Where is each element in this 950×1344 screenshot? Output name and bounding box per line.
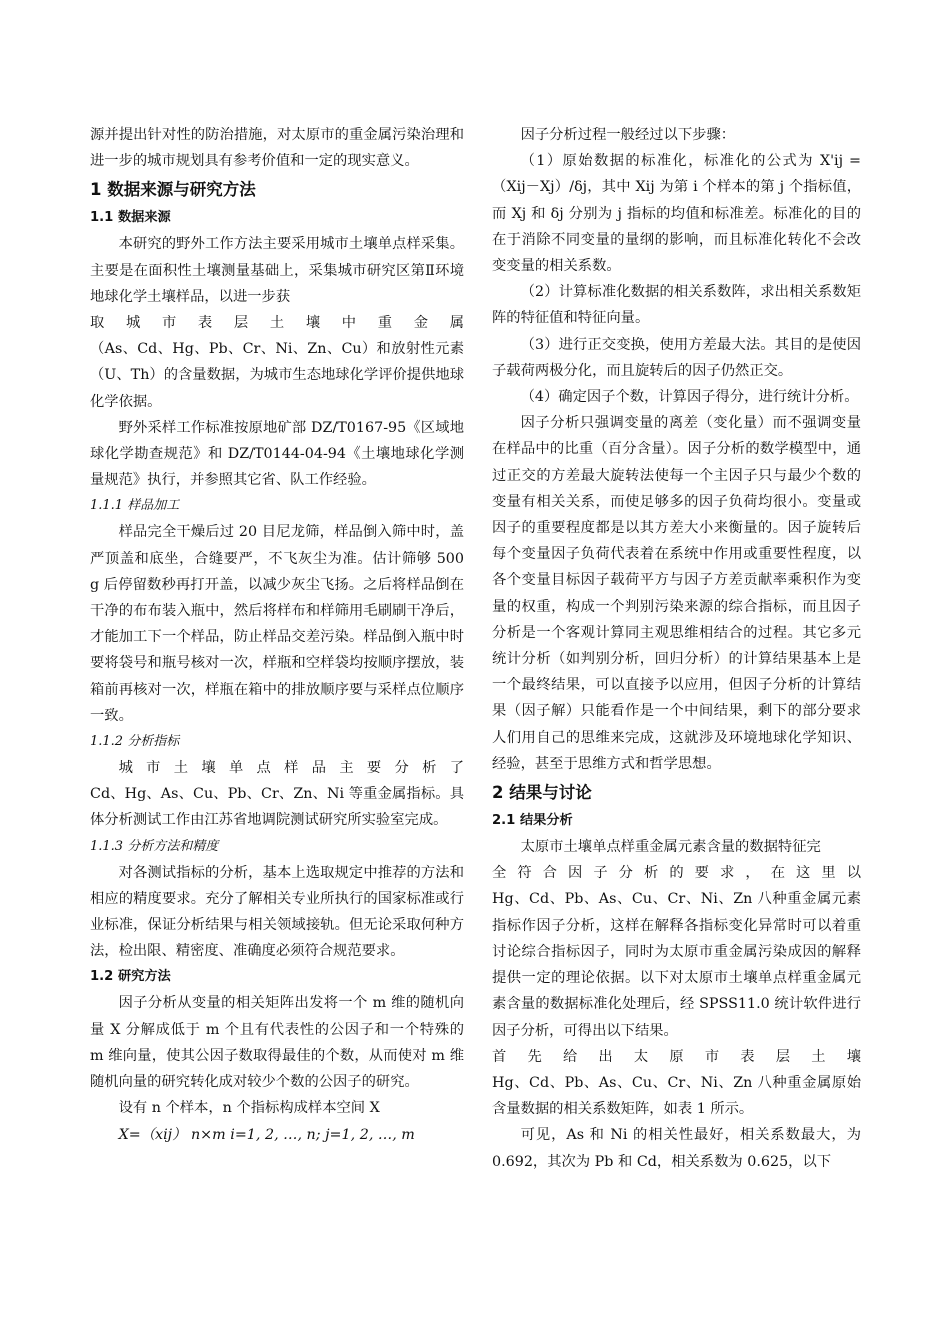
section-2-heading: 2 结果与讨论: [492, 783, 592, 803]
section-2-1-heading: 2.1 结果分析: [492, 813, 573, 829]
step-4-paragraph: （4）确定因子个数，计算因子得分，进行统计分析。: [520, 389, 859, 406]
data-source-paragraph-3: （As、Cd、Hg、Pb、Cr、Ni、Zn、Cu）和放射性元素（U、Th）的含量数据，为城市生态地球化学评价提供地球化学依据。: [90, 341, 464, 410]
steps-intro-paragraph: 因子分析过程一般经过以下步骤：: [520, 127, 736, 143]
step-3-paragraph: （3）进行正交变换，使用方差最大法。其目的是使因子载荷两极分化，而且旋转后的因子仍然正交。: [492, 336, 861, 379]
data-source-paragraph-1: 本研究的野外工作方法主要采用城市土壤单点样采集。主要是在面积性土壤测量基础上，采集城市研究区第Ⅱ环境地球化学土壤样品，以进一步获: [90, 236, 464, 305]
right-column: [492, 122, 861, 1175]
factor-analysis-paragraph: 因子分析从变量的相关矩阵出发将一个 m 维的随机向量 X 分解成低于 m 个且有代表性的公因子和一个特殊的 m 维向量，使其公因子数取得最佳的个数，从而使对 m 维随机向量的研究转化成对较少个数的公因子的研究。: [90, 995, 464, 1091]
left-column: [90, 122, 464, 1148]
sample-space-paragraph: 设有 n 个样本，n 个指标构成样本空间 X: [118, 1100, 380, 1117]
variance-paragraph: 因子分析只强调变量的离差（变化量）而不强调变量在样品中的比重（百分含量）。因子分析的数学模型中，通过正交的方差最大旋转法使每一个主因子只与最少个数的变量有相关关系，而使足够多的因子负荷均很小。变量或因子的重要程度都是以其方差大小来衡量的。因子旋转后每个变量因子负荷代表着在系统中作用或重要性程度，以各个变量目标因子载荷平方与因子方差贡献率乘积作为变量的权重，构成一个判别污染来源的综合指标，而且因子分析是一个客观计算同主观思维相结合的过程。其它多元统计分析（如判别分析，回归分析）的计算结果基本上是一个最终结果，可以直接予以应用，但因子分析的计算结果（因子解）只能看作是一个中间结果，剩下的部分要求人们用自己的思维来完成，这就涉及环境地球化学知识、经验，甚至于思维方式和哲学思想。: [492, 415, 861, 772]
results-paragraph-4: 首先给出太原市表层土壤: [492, 1048, 861, 1065]
data-source-paragraph-2: 取城市表层土壤中重金属: [90, 315, 464, 332]
section-1-2-heading: 1.2 研究方法: [90, 969, 171, 985]
indicators-paragraph-1: 城市土壤单点样品主要分析了: [118, 760, 464, 777]
intro-paragraph: 源并提出针对性的防治措施，对太原市的重金属污染治理和进一步的城市规划具有参考价值和一定的现实意义。: [90, 127, 464, 170]
section-1-heading: 1 数据来源与研究方法: [90, 180, 256, 200]
step-2-paragraph: （2）计算标准化数据的相关系数阵，求出相关系数矩阵的特征值和特征向量。: [492, 284, 861, 327]
sampling-standard-paragraph: 野外采样工作标准按原地矿部 DZ/T0167-95《区域地球化学勘查规范》和 DZ/T0144-04-94《土壤地球化学测量规范》执行，并参照其它省、队工作经验。: [90, 419, 464, 489]
step-1-paragraph: （1）原始数据的标准化，标准化的公式为 X'ij =（Xij－Xj）/δj，其中 Xij 为第 i 个样本的第 j 个指标值，而 Xj 和 δj 分别为 j 指标的均值和标准差。标准化的目的在于消除不同变量的量纲的影响，而且标准化转化不会改变变量的相关系数。: [492, 153, 861, 275]
sample-matrix-formula: X=（xij） n×m i=1, 2, …, n; j=1, 2, …, m: [118, 1126, 415, 1143]
results-paragraph-3: Hg、Cd、Pb、As、Cu、Cr、Ni、Zn 八种重金属元素指标作因子分析，这样在解释各指标变化异常时可以着重讨论综合指标因子，同时为太原市重金属污染成因的解释提供一定的理论依据。以下对太原市土壤单点样重金属元素含量的数据标准化处理后，经 SPSS11.0 统计软件进行因子分析，可得出以下结果。: [492, 891, 861, 1039]
correlation-paragraph: 可见，As 和 Ni 的相关性最好，相关系数最大，为 0.692，其次为 Pb 和 Cd，相关系数为 0.625，以下: [492, 1127, 861, 1170]
section-1-1-3-heading: 1.1.3 分析方法和精度: [90, 838, 219, 854]
results-paragraph-2: 全符合因子分析的要求，在这里以: [492, 865, 861, 882]
section-1-1-2-heading: 1.1.2 分析指标: [90, 734, 180, 750]
methods-paragraph: 对各测试指标的分析，基本上选取规定中推荐的方法和相应的精度要求。充分了解相关专业所执行的国家标准或行业标准，保证分析结果与相关领域接轨。但无论采取何种方法，检出限、精密度、准确度必须符合规范要求。: [90, 864, 464, 960]
section-1-1-heading: 1.1 数据来源: [90, 210, 171, 226]
results-paragraph-1: 太原市土壤单点样重金属元素含量的数据特征完: [520, 839, 821, 856]
sample-processing-paragraph: 样品完全干燥后过 20 目尼龙筛，样品倒入筛中时，盖严顶盖和底坐，合缝要严，不飞灰尘为准。估计筛够 500 g 后停留数秒再打开盖，以减少灰尘飞扬。之后将样品倒在干净的布布装入瓶中，然后将样布和样筛用毛刷刷干净后，才能加工下一个样品，防止样品交差污染。样品倒入瓶中时要将袋号和瓶号核对一次，样瓶和空样袋均按顺序摆放，装箱前再核对一次，样瓶在箱中的排放顺序要与采样点位顺序一致。: [90, 524, 464, 724]
indicators-paragraph-2: Cd、Hg、As、Cu、Pb、Cr、Zn、Ni 等重金属指标。具体分析测试工作由江苏省地调院测试研究所实验室完成。: [90, 786, 464, 829]
section-1-1-1-heading: 1.1.1 样品加工: [90, 498, 180, 514]
results-paragraph-5: Hg、Cd、Pb、As、Cu、Cr、Ni、Zn 八种重金属原始含量数据的相关系数矩阵，如表 1 所示。: [492, 1074, 861, 1118]
